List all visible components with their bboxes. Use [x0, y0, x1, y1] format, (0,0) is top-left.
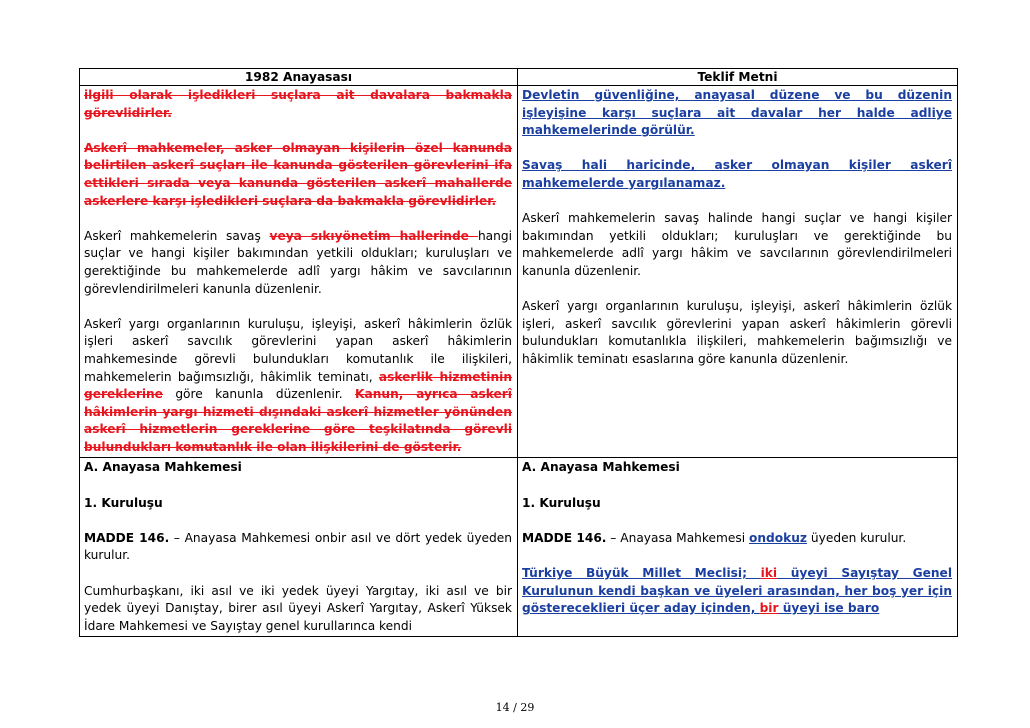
comparison-table	[79, 68, 958, 637]
deleted-text: Kanun, ayrıca askerî hâkimlerin yargı hizmeti dışındaki askerî hizmetler yönünden askerî hizmetlerin gereklerine göre teşkilatında görevli bulundukları komutanlık ile olan ilişkilerini de gösterir.	[84, 387, 512, 454]
table-row	[80, 458, 958, 637]
cell-1982-articles	[80, 86, 518, 458]
deleted-text: ilgili olarak işledikleri suçlara ait davalara bakmakla görevlidirler.	[84, 88, 512, 120]
article-label: MADDE 146.	[84, 530, 170, 545]
deleted-text: veya sıkıyönetim hallerinde	[269, 228, 478, 243]
header-1982-constitution: 1982 Anayasası	[80, 69, 518, 86]
added-text: Türkiye Büyük Millet Meclisi;	[522, 566, 761, 581]
paragraph	[84, 228, 512, 298]
added-text: üyeyi Sayıştay Genel Kurulunun kendi başkan ve üyeleri arasından, her boş yer için göstereceklieri üçer aday içinden,	[522, 566, 953, 616]
cell-proposal-articles	[518, 86, 958, 458]
page-number: 14 / 29	[495, 701, 535, 714]
paragraph: Cumhurbaşkanı, iki asıl ve iki yedek üyeyi Yargıtay, iki asıl ve bir yedek üyeyi Danıştay, birer asıl üyeyi Askerî Yargıtay, Askerî Yüksek İdare Mahkemesi ve Sayıştay genel kurullarınca kendi	[84, 583, 512, 633]
body-text: – Anayasa Mahkemesi onbir asıl ve dört yedek üyeden kurulur.	[84, 530, 512, 563]
added-text-red: iki	[760, 566, 778, 581]
added-text-red: bir	[759, 601, 779, 616]
section-heading: A. Anayasa Mahkemesi	[84, 460, 242, 475]
paragraph: Askerî yargı organlarının kuruluşu, işleyişi, askerî hâkimlerin özlük işleri, askerî savcılık görevlerini yapan askerî hâkimlerin görevli bulundukları komutanlıkla ilişkileri, mahkemelerin bağımsızlığı ve hâkimlik teminatı esaslarına göre kanunla düzenlenir.	[522, 299, 952, 366]
paragraph	[522, 565, 952, 618]
deleted-text: askerlik hizmetinin gereklerine	[84, 369, 512, 402]
added-text: Devletin güvenliğine, anayasal düzene ve bu düzenin işleyişine karşı suçlara ait davalar her halde adliye mahkemelerinde görülür.	[522, 88, 952, 138]
cell-1982-article-146	[80, 458, 518, 637]
body-text: Askerî yargı organlarının kuruluşu, işleyişi, askerî hâkimlerin özlük işleri askerî savcılık görevlerini yapan askerî hâkimlerin mahkemesinde görevli bulundukları komutanlık ile ilişkileri, mahkemelerin bağımsızlığı, hâkimlik teminatı,	[84, 316, 512, 384]
paragraph	[84, 316, 512, 457]
paragraph	[84, 87, 512, 122]
cell-proposal-article-146	[518, 458, 958, 637]
body-text: hangi suçlar ve hangi kişiler bakımından yetkili oldukları; kuruluşları ve gerektiğinde bu mahkemelerde adlî yargı hâkim ve savcılarının görevlendirilmeleri kanunla düzenlenir.	[84, 228, 512, 296]
added-text: ondokuz	[749, 530, 808, 545]
body-text: üyeden kurulur.	[807, 530, 907, 545]
table-header-row	[80, 69, 958, 86]
paragraph	[84, 530, 512, 565]
table-row	[80, 86, 958, 458]
section-heading: A. Anayasa Mahkemesi	[522, 460, 680, 475]
article-label: MADDE 146.	[522, 530, 607, 545]
paragraph	[522, 87, 952, 140]
added-text: üyeyi ise baro	[778, 601, 880, 616]
body-text: – Anayasa Mahkemesi	[606, 530, 749, 545]
paragraph	[522, 157, 952, 192]
section-subheading: 1. Kuruluşu	[84, 495, 163, 510]
section-subheading: 1. Kuruluşu	[522, 495, 601, 510]
paragraph	[522, 530, 952, 548]
header-proposal-text: Teklif Metni	[518, 69, 958, 86]
paragraph	[84, 140, 512, 210]
deleted-text: Askerî mahkemeler, asker olmayan kişilerin özel kanunda belirtilen askerî suçları ile kanunda gösterilen görevlerini ifa ettikleri sırada veya kanunda gösterilen askerî mahallerde askerlere karşı işledikleri suçlara da bakmakla görevlidirler.	[84, 140, 512, 208]
body-text: Askerî mahkemelerin savaş	[84, 228, 270, 243]
added-text: Savaş hali haricinde, asker olmayan kişiler askerî mahkemelerde yargılanamaz.	[522, 158, 952, 190]
paragraph: Askerî mahkemelerin savaş halinde hangi suçlar ve hangi kişiler bakımından yetkili oldukları; kuruluşları ve gerektiğinde bu mahkemelerde adlî yargı hâkim ve savcılarının görevlendirilmeleri kanunla düzenlenir.	[522, 211, 952, 278]
body-text: göre kanunla düzenlenir.	[162, 387, 356, 402]
